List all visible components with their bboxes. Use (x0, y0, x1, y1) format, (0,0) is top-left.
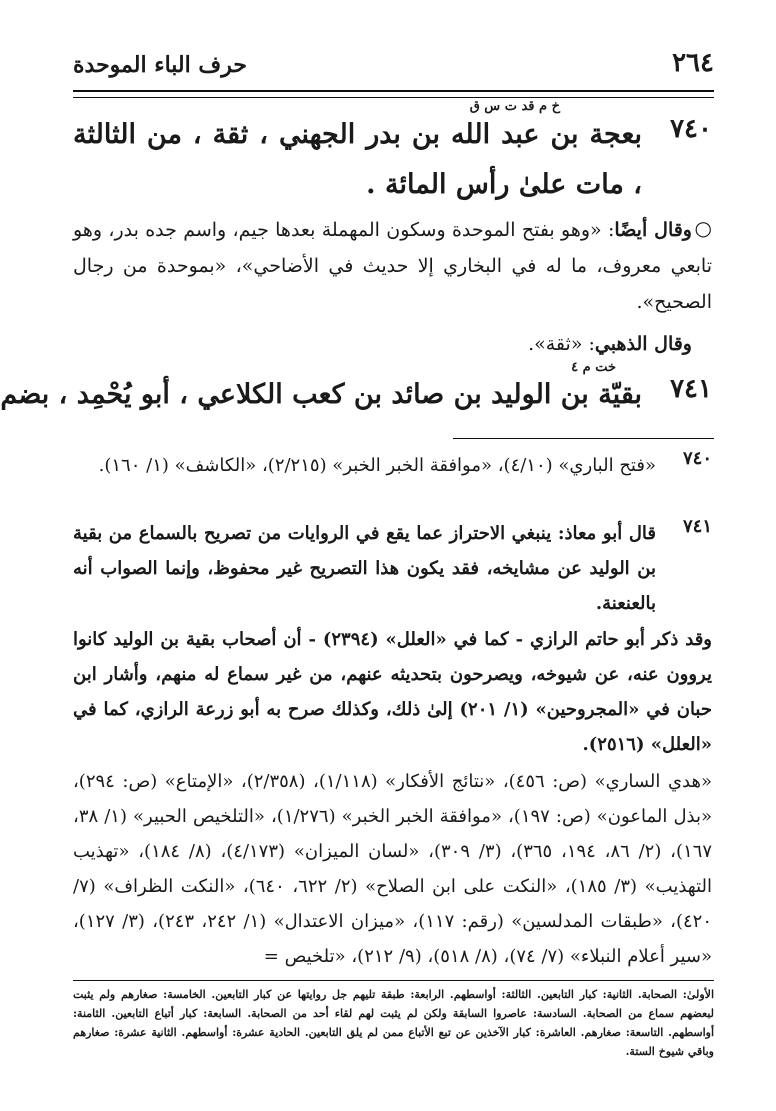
entry-741-text: بقيّة بن الوليد بن صائد بن كعب الكلاعي ، أبو يُحْمِد ، بضم (0, 379, 642, 410)
tabaqat-legend: الأولىٰ: الصحابة. الثانية: كبار التابعين. الثالثة: أواسطهم. الرابعة: طبقة تليهم جل روايتها عن كبار التابعين. الخامسة: صغارهم ولم يثبت لبعضهم سماع من الصحابة. السادسة: عاصروا السابقة ولكن لم يثبت لهم لقاء أحد من الصحابة. السابعة: كبار أتباع التابعين. الثامنة: أواسطهم. التاسعة: صغارهم. العاشرة: كبار الآخذين عن تبع الأتباع ممن لم يلق التابعين. الحادية عشرة: أواسطهم. الثانية عشرة: صغارهم وباقي شيوخ الستة. (73, 988, 714, 1058)
dhahabi-note (73, 326, 712, 362)
entry-740-text: بعجة بن عبد الله بن بدر الجهني ، ثقة ، من الثالثة ، مات علىٰ رأس المائة . (73, 119, 642, 200)
note-text: : «وهو بفتح الموحدة وسكون المهملة بعدها جيم، واسم جده بدر، وهو تابعي معروف، ما له في البخاري إلا حديث في الأضاحي»، «بموحدة من رجال الصحيح». (73, 219, 712, 313)
note-label: وقال أيضًا (614, 219, 692, 241)
entry-740-number: ٧٤٠ (670, 114, 712, 144)
entry-741-number: ٧٤١ (670, 374, 712, 404)
footnote-741 (73, 516, 712, 971)
footnote-741-references: «هدي الساري» (ص: ٤٥٦)، «نتائج الأفكار» (١/١١٨)، (٢/٣٥٨)، «الإمتاع» (ص: ٢٩٤)، «بذل الماعون» (ص: ١٩٧)، «موافقة الخبر الخبر» (١/٢٧٦)، «التلخيص الحبير» (١/ ٣٨، ١٦٧)، (٢/ ٨٦، ١٩٤، ٣٦٥)، (٣/ ٣٠٩)، «لسان الميزان» (٤/١٧٣)، (٨/ ١٨٤)، «تهذيب التهذيب» (٣/ ١٨٥)، «النكت على ابن الصلاح» (٢/ ٦٢٢، ٦٤٠)، «النكت الظراف» (٧/ ٤٢٠)، «طبقات المدلسين» (رقم: ١١٧)، «ميزان الاعتدال» (١/ ٢٤٢، ٢٤٣)، (٣/ ١٢٧)، «سير أعلام النبلاء» (٧/ ٧٤)، (٨/ ٥١٨)، (٩/ ٢١٢)، «تلخيص = (73, 771, 713, 967)
footnote-741-number: ٧٤١ (682, 516, 712, 537)
page-number: ٢٦٤ (672, 48, 714, 78)
dhahabi-label: وقال الذهبي (594, 333, 692, 355)
header-rule (73, 90, 714, 98)
footnote-740-text: «فتح الباري» (٤/١٠)، «موافقة الخبر الخبر» (٢/٢١٥)، «الكاشف» (١/ ١٦٠). (98, 455, 656, 476)
dhahabi-text: : «ثقة». (528, 333, 595, 355)
footnote-740-number: ٧٤٠ (682, 448, 712, 469)
footnote-741-para1: قال أبو معاذ: ينبغي الاحتراز عما يقع في الروايات من تصريح بالسماع من بقية بن الوليد عن مشايخه، فقد يكون هذا التصريح غير محفوظ، وإنما الصواب أنه بالعنعنة. (73, 523, 656, 614)
footnote-separator (453, 438, 714, 439)
entry-741-codes: خت م ٤ (571, 360, 616, 375)
entry-741 (0, 360, 712, 420)
footnote-741-para2: وقد ذكر أبو حاتم الرازي - كما في «العلل» (٢٣٩٤) - أن أصحاب بقية بن الوليد كانوا يروون عنه، عن شيوخه، ويصرحون بتحديثه عنهم، من غير سماع له منهم، وأشار ابن حبان في «المجروحين» (١/ ٢٠١) إلىٰ ذلك، وكذلك صرح به أبو زرعة الرازي، كما في «العلل» (٢٥١٦). (73, 629, 713, 755)
chapter-title: حرف الباء الموحدة (73, 52, 247, 78)
footnote-740 (73, 448, 712, 514)
hollow-circle-icon: ○ (694, 216, 712, 240)
entry-740-codes: خ م قد ت س ق (469, 99, 560, 114)
running-header (73, 48, 714, 88)
entry-740 (73, 100, 712, 210)
legend-separator (73, 980, 714, 981)
